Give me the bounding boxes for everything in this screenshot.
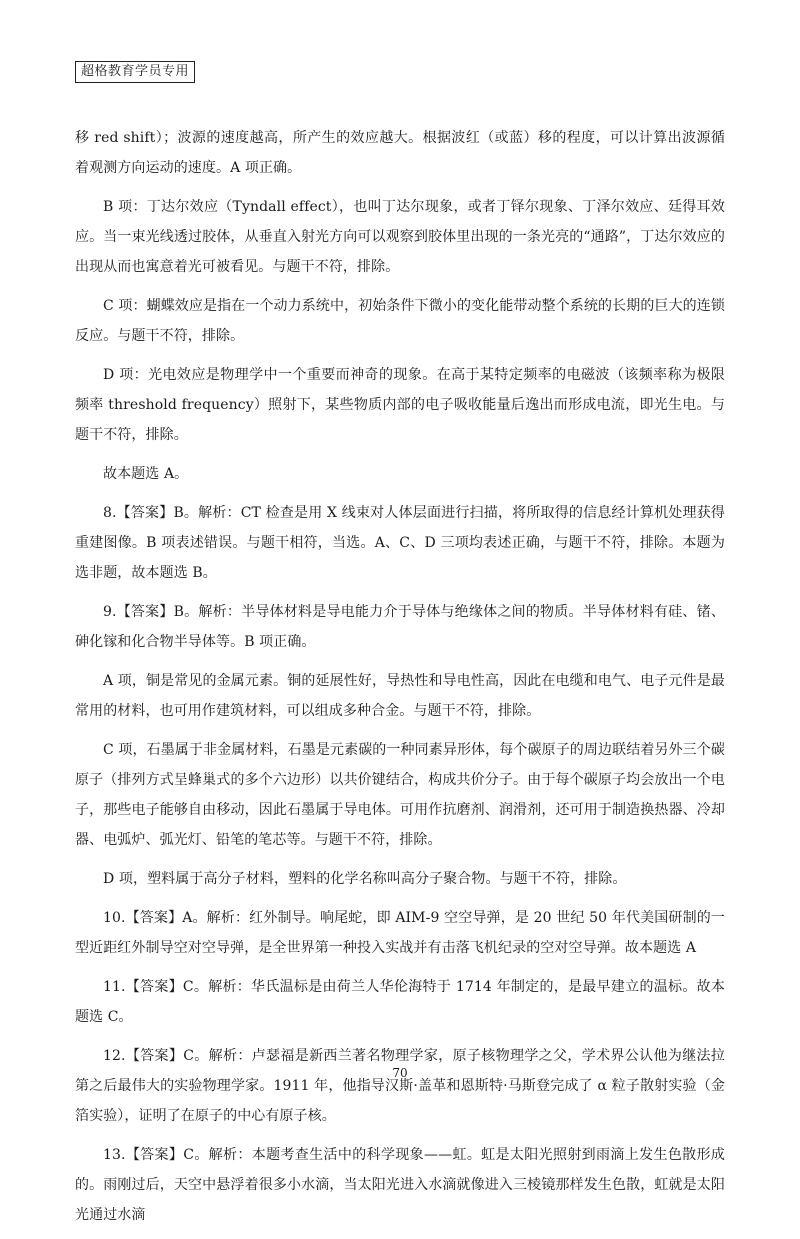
paragraph: 故本题选 A。 — [103, 466, 189, 482]
paragraph: C 项，石墨属于非金属材料，石墨是元素碳的一种同素异形体，每个碳原子的周边联结着另外三个碳原子（排列方式呈蜂巢式的多个六边形）以共价键结合，构成共价分子。由于每个碳原子均会放出一个电子，那些电子能够自由移动，因此石墨属于导电体。可用作抗磨剂、润滑剂，还可用于制造换热器、冷却器、电弧炉、弧光灯、铅笔的笔芯等。与题干不符，排除。 — [75, 742, 725, 848]
paragraph: B 项：丁达尔效应（Tyndall effect），也叫丁达尔现象，或者丁铎尔现象、丁泽尔效应、廷得耳效应。当一束光线透过胶体，从垂直入射光方向可以观察到胶体里出现的一条光亮的“通路”，丁达尔效应的出现从而也寓意着光可被看见。与题干不符，排除。 — [75, 199, 725, 275]
paragraph: D 项，塑料属于高分子材料，塑料的化学名称叫高分子聚合物。与题干不符，排除。 — [103, 871, 627, 887]
paragraph: 11.【答案】C。解析：华氏温标是由荷兰人华伦海特于 1714 年制定的，是最早建立的温标。故本题选 C。 — [75, 979, 725, 1025]
paragraph: 8.【答案】B。解析：CT 检查是用 X 线束对人体层面进行扫描，将所取得的信息经计算机处理获得重建图像。B 项表述错误。与题干相符，当选。A、C、D 三项均表述正确，与题干不符，排除。本题为选非题，故本题选 B。 — [75, 505, 725, 581]
paragraph: D 项：光电效应是物理学中一个重要而神奇的现象。在高于某特定频率的电磁波（该频率称为极限频率 threshold frequency）照射下，某些物质内部的电子吸收能量后逸出而形成电流，即光生电。与题干不符，排除。 — [75, 367, 725, 443]
page-number: 70 — [392, 1066, 408, 1080]
header-label: 超格教育学员专用 — [75, 61, 195, 83]
paragraph: 10.【答案】A。解析：红外制导。响尾蛇，即 AIM-9 空空导弹，是 20 世纪 50 年代美国研制的一型近距红外制导空对空导弹，是全世界第一种投入实战并有击落飞机纪录的空对空导弹。故本题选 A — [75, 910, 725, 956]
paragraph: 13.【答案】C。解析：本题考查生活中的科学现象——虹。虹是太阳光照射到雨滴上发生色散形成的。雨刚过后，天空中悬浮着很多小水滴，当太阳光进入水滴就像进入三棱镜那样发生色散，虹就是太阳光通过水滴 — [75, 1147, 725, 1223]
paragraph: 12.【答案】C。解析：卢瑟福是新西兰著名物理学家，原子核物理学之父，学术界公认他为继法拉第之后最伟大的实验物理学家。1911 年，他指导汉斯·盖革和恩斯特·马斯登完成了 α 粒子散射实验（金箔实验），证明了在原子的中心有原子核。 — [75, 1048, 725, 1124]
paragraph: C 项：蝴蝶效应是指在一个动力系统中，初始条件下微小的变化能带动整个系统的长期的巨大的连锁反应。与题干不符，排除。 — [75, 298, 725, 344]
paragraph: 9.【答案】B。解析：半导体材料是导电能力介于导体与绝缘体之间的物质。半导体材料有硅、锗、砷化镓和化合物半导体等。B 项正确。 — [75, 604, 725, 650]
paragraph: 移 red shift）；波源的速度越高，所产生的效应越大。根据波红（或蓝）移的程度，可以计算出波源循着观测方向运动的速度。A 项正确。 — [75, 130, 725, 176]
paragraph: A 项，铜是常见的金属元素。铜的延展性好，导热性和导电性高，因此在电缆和电气、电子元件是最常用的材料，也可用作建筑材料，可以组成多种合金。与题干不符，排除。 — [75, 673, 725, 719]
